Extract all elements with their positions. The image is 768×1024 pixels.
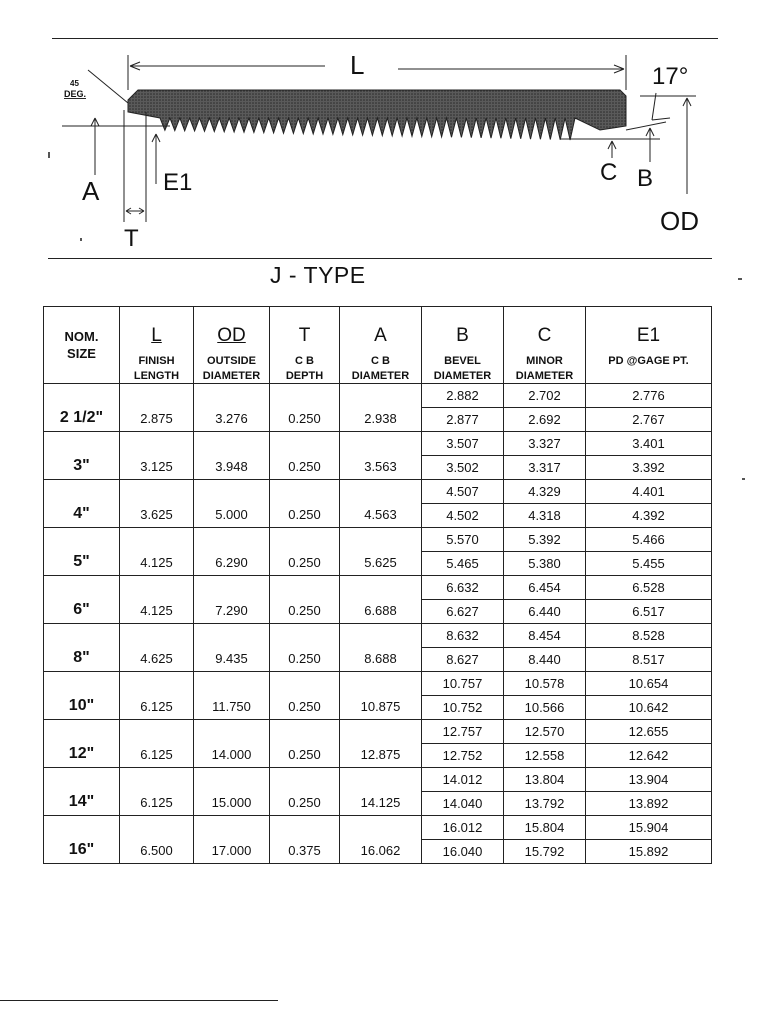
cell-e1: 4.392 bbox=[586, 504, 712, 528]
col-subheader-l: FINISH LENGTH bbox=[120, 351, 194, 384]
col-header-t: T bbox=[270, 307, 340, 352]
cell-c: 5.392 bbox=[504, 528, 586, 552]
cell-od: 9.435 bbox=[194, 624, 270, 672]
cell-b: 16.040 bbox=[422, 840, 504, 864]
cell-a: 4.563 bbox=[340, 480, 422, 528]
cell-c: 4.329 bbox=[504, 480, 586, 504]
b-label: B bbox=[637, 165, 654, 192]
cell-c: 13.792 bbox=[504, 792, 586, 816]
cell-b: 12.757 bbox=[422, 720, 504, 744]
nom-size-header bbox=[44, 307, 120, 384]
cell-l: 3.125 bbox=[120, 432, 194, 480]
taper-angle-lines bbox=[626, 93, 670, 130]
cell-e1: 12.642 bbox=[586, 744, 712, 768]
cell-l: 6.125 bbox=[120, 720, 194, 768]
cell-e1: 13.892 bbox=[586, 792, 712, 816]
cell-c: 2.692 bbox=[504, 408, 586, 432]
thread-profile-diagram bbox=[0, 0, 768, 260]
cell-b: 16.012 bbox=[422, 816, 504, 840]
c-label: C bbox=[600, 159, 618, 186]
cell-e1: 6.517 bbox=[586, 600, 712, 624]
cell-e1: 2.776 bbox=[586, 384, 712, 408]
cell-b: 14.012 bbox=[422, 768, 504, 792]
header-row-letters bbox=[44, 307, 712, 352]
cell-e1: 3.392 bbox=[586, 456, 712, 480]
cell-e1: 8.517 bbox=[586, 648, 712, 672]
e1-label: E1 bbox=[163, 169, 193, 196]
scan-speck bbox=[80, 238, 82, 241]
cell-t: 0.250 bbox=[270, 432, 340, 480]
cell-b: 6.632 bbox=[422, 576, 504, 600]
col-subheader-c: MINOR DIAMETER bbox=[504, 351, 586, 384]
cell-od: 5.000 bbox=[194, 480, 270, 528]
length-dimension bbox=[128, 55, 626, 90]
table-row bbox=[44, 624, 712, 648]
cell-od: 7.290 bbox=[194, 576, 270, 624]
col-subheader-b: BEVEL DIAMETER bbox=[422, 351, 504, 384]
cell-a: 10.875 bbox=[340, 672, 422, 720]
cell-e1: 5.455 bbox=[586, 552, 712, 576]
cell-od: 11.750 bbox=[194, 672, 270, 720]
cell-size: 8" bbox=[44, 624, 120, 672]
nom-label: NOM. bbox=[64, 329, 99, 344]
col-header-c: C bbox=[504, 307, 586, 352]
cell-b: 5.465 bbox=[422, 552, 504, 576]
cell-b: 12.752 bbox=[422, 744, 504, 768]
cell-b: 3.507 bbox=[422, 432, 504, 456]
cell-t: 0.250 bbox=[270, 384, 340, 432]
table-row bbox=[44, 768, 712, 792]
cell-e1: 2.767 bbox=[586, 408, 712, 432]
cell-t: 0.375 bbox=[270, 816, 340, 864]
table-row bbox=[44, 384, 712, 408]
col-header-b: B bbox=[422, 307, 504, 352]
table-row bbox=[44, 720, 712, 744]
cell-size: 12" bbox=[44, 720, 120, 768]
col-header-a: A bbox=[340, 307, 422, 352]
cell-a: 5.625 bbox=[340, 528, 422, 576]
table-body bbox=[44, 384, 712, 864]
cell-c: 12.558 bbox=[504, 744, 586, 768]
cell-e1: 10.642 bbox=[586, 696, 712, 720]
col-subheader-t: C B DEPTH bbox=[270, 351, 340, 384]
cell-size: 5" bbox=[44, 528, 120, 576]
table-row bbox=[44, 432, 712, 456]
table-row bbox=[44, 528, 712, 552]
thread-part-body bbox=[128, 90, 626, 140]
length-label: L bbox=[350, 50, 365, 80]
cell-l: 2.875 bbox=[120, 384, 194, 432]
table-row bbox=[44, 576, 712, 600]
cell-c: 3.317 bbox=[504, 456, 586, 480]
cell-od: 3.276 bbox=[194, 384, 270, 432]
col-header-e1: E1 bbox=[586, 307, 712, 352]
e1-dimension bbox=[152, 134, 160, 184]
scan-speck bbox=[742, 478, 745, 480]
cell-size: 3" bbox=[44, 432, 120, 480]
cell-t: 0.250 bbox=[270, 528, 340, 576]
cell-size: 6" bbox=[44, 576, 120, 624]
cell-t: 0.250 bbox=[270, 720, 340, 768]
cell-e1: 8.528 bbox=[586, 624, 712, 648]
cell-c: 8.440 bbox=[504, 648, 586, 672]
footer-rule bbox=[0, 1000, 278, 1001]
cell-e1: 4.401 bbox=[586, 480, 712, 504]
cell-od: 6.290 bbox=[194, 528, 270, 576]
cell-a: 8.688 bbox=[340, 624, 422, 672]
cell-b: 14.040 bbox=[422, 792, 504, 816]
cell-a: 12.875 bbox=[340, 720, 422, 768]
cell-c: 5.380 bbox=[504, 552, 586, 576]
bevel-leader bbox=[88, 70, 128, 103]
col-header-l: L bbox=[120, 307, 194, 352]
cell-c: 3.327 bbox=[504, 432, 586, 456]
col-subheader-od: OUTSIDE DIAMETER bbox=[194, 351, 270, 384]
cell-e1: 5.466 bbox=[586, 528, 712, 552]
cell-l: 6.500 bbox=[120, 816, 194, 864]
cell-od: 14.000 bbox=[194, 720, 270, 768]
scan-speck bbox=[738, 278, 742, 280]
cell-t: 0.250 bbox=[270, 672, 340, 720]
cell-b: 5.570 bbox=[422, 528, 504, 552]
cell-a: 14.125 bbox=[340, 768, 422, 816]
cell-size: 4" bbox=[44, 480, 120, 528]
cell-b: 10.757 bbox=[422, 672, 504, 696]
cell-l: 4.625 bbox=[120, 624, 194, 672]
cell-od: 3.948 bbox=[194, 432, 270, 480]
col-header-od: OD bbox=[194, 307, 270, 352]
t-label: T bbox=[124, 225, 139, 252]
a-label: A bbox=[82, 176, 100, 206]
size-label: SIZE bbox=[67, 346, 96, 361]
col-subheader-e1: PD @GAGE PT. bbox=[586, 351, 712, 384]
table-row bbox=[44, 672, 712, 696]
table-row bbox=[44, 816, 712, 840]
cell-size: 14" bbox=[44, 768, 120, 816]
cell-size: 16" bbox=[44, 816, 120, 864]
scan-speck bbox=[48, 152, 50, 158]
cell-b: 6.627 bbox=[422, 600, 504, 624]
cell-b: 2.877 bbox=[422, 408, 504, 432]
a-dimension bbox=[91, 118, 99, 175]
cell-c: 10.578 bbox=[504, 672, 586, 696]
cell-c: 15.792 bbox=[504, 840, 586, 864]
cell-c: 12.570 bbox=[504, 720, 586, 744]
cell-e1: 13.904 bbox=[586, 768, 712, 792]
cell-e1: 15.892 bbox=[586, 840, 712, 864]
cell-l: 6.125 bbox=[120, 768, 194, 816]
cell-e1: 3.401 bbox=[586, 432, 712, 456]
c-dimension bbox=[608, 141, 616, 158]
cell-l: 4.125 bbox=[120, 576, 194, 624]
cell-od: 17.000 bbox=[194, 816, 270, 864]
cell-b: 10.752 bbox=[422, 696, 504, 720]
table-heading: J - TYPE bbox=[270, 262, 366, 288]
cell-b: 4.502 bbox=[422, 504, 504, 528]
cell-e1: 6.528 bbox=[586, 576, 712, 600]
cell-a: 6.688 bbox=[340, 576, 422, 624]
cell-e1: 15.904 bbox=[586, 816, 712, 840]
cell-b: 3.502 bbox=[422, 456, 504, 480]
header-row-descriptions bbox=[44, 351, 712, 384]
cell-size: 10" bbox=[44, 672, 120, 720]
cell-c: 2.702 bbox=[504, 384, 586, 408]
cell-c: 6.454 bbox=[504, 576, 586, 600]
cell-a: 2.938 bbox=[340, 384, 422, 432]
cell-od: 15.000 bbox=[194, 768, 270, 816]
cell-size: 2 1/2" bbox=[44, 384, 120, 432]
cell-b: 2.882 bbox=[422, 384, 504, 408]
cell-a: 16.062 bbox=[340, 816, 422, 864]
cell-c: 13.804 bbox=[504, 768, 586, 792]
cell-c: 4.318 bbox=[504, 504, 586, 528]
cell-c: 15.804 bbox=[504, 816, 586, 840]
table-row bbox=[44, 480, 712, 504]
cell-c: 6.440 bbox=[504, 600, 586, 624]
cell-e1: 12.655 bbox=[586, 720, 712, 744]
cell-e1: 10.654 bbox=[586, 672, 712, 696]
bevel-note-angle: 45 bbox=[70, 79, 79, 88]
bevel-note-deg: DEG. bbox=[64, 89, 87, 99]
od-label: OD bbox=[660, 206, 699, 236]
cell-t: 0.250 bbox=[270, 624, 340, 672]
cell-b: 8.627 bbox=[422, 648, 504, 672]
cell-c: 10.566 bbox=[504, 696, 586, 720]
cell-b: 4.507 bbox=[422, 480, 504, 504]
cell-l: 6.125 bbox=[120, 672, 194, 720]
b-dimension bbox=[646, 128, 654, 162]
cell-t: 0.250 bbox=[270, 480, 340, 528]
t-dimension bbox=[124, 110, 146, 222]
cell-a: 3.563 bbox=[340, 432, 422, 480]
cell-l: 3.625 bbox=[120, 480, 194, 528]
cell-c: 8.454 bbox=[504, 624, 586, 648]
cell-b: 8.632 bbox=[422, 624, 504, 648]
cell-l: 4.125 bbox=[120, 528, 194, 576]
taper-angle-label: 17° bbox=[652, 63, 689, 90]
j-type-spec-table bbox=[43, 306, 712, 864]
cell-t: 0.250 bbox=[270, 768, 340, 816]
cell-t: 0.250 bbox=[270, 576, 340, 624]
col-subheader-a: C B DIAMETER bbox=[340, 351, 422, 384]
